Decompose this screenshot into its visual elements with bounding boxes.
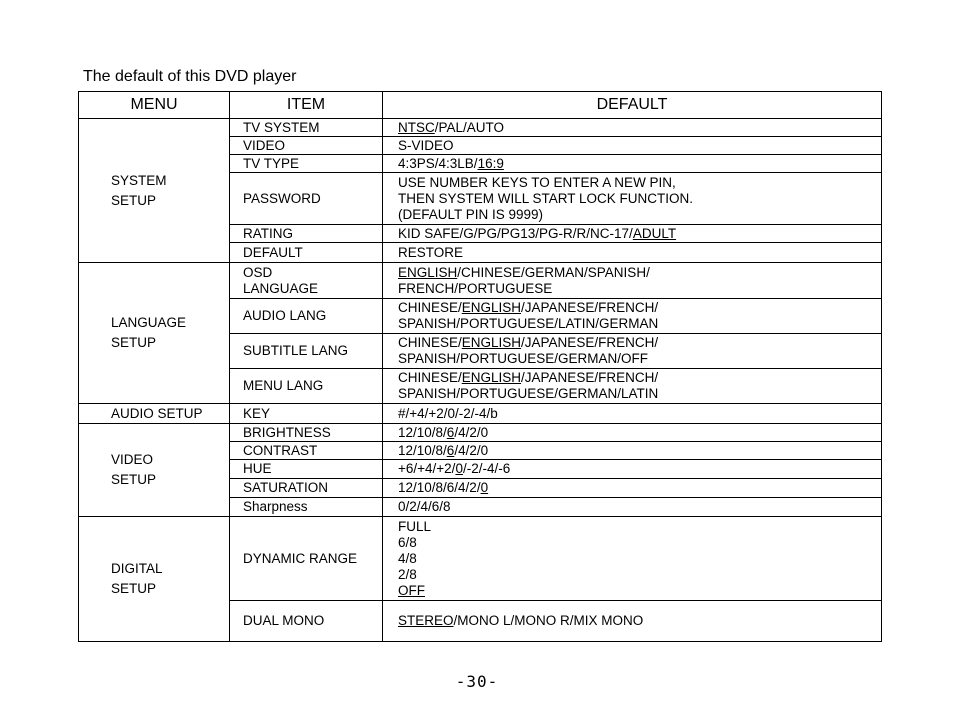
- default-cell: [383, 517, 882, 601]
- menu-label: AUDIO SETUP: [111, 405, 203, 421]
- default-line: [398, 175, 881, 191]
- item-cell: [230, 155, 383, 173]
- default-cell: [383, 424, 882, 442]
- table-row: [79, 263, 882, 299]
- default-value-underlined: STEREO: [398, 613, 454, 628]
- default-value-text: S-VIDEO: [398, 137, 454, 153]
- default-value-text: +6/+4/+2/: [398, 461, 456, 476]
- default-value-text: CHINESE/: [398, 370, 462, 385]
- default-line: [398, 406, 881, 422]
- default-value-text: USE NUMBER KEYS TO ENTER A NEW PIN,: [398, 174, 676, 190]
- item-label: DYNAMIC RANGE: [243, 550, 358, 566]
- table-row: [79, 119, 882, 137]
- default-line: [398, 316, 881, 332]
- default-cell: [383, 601, 882, 642]
- default-value-text: SPANISH/PORTUGUESE/LATIN/GERMAN: [398, 316, 659, 331]
- default-value-underlined: NTSC: [398, 119, 435, 135]
- item-cell: [230, 442, 383, 460]
- menu-label: SETUP: [111, 581, 157, 596]
- default-value-text: 12/10/8/: [398, 442, 447, 458]
- table-row: [79, 404, 882, 424]
- default-line: [398, 191, 881, 207]
- default-line: [398, 245, 881, 261]
- menu-label: SETUP: [111, 192, 157, 208]
- header-row: [79, 92, 882, 119]
- item-cell: [230, 334, 383, 369]
- item-cell: [230, 517, 383, 601]
- default-value-text: /CHINESE/GERMAN/SPANISH/: [457, 264, 650, 280]
- menu-cell: [79, 517, 230, 642]
- default-line: [398, 138, 881, 154]
- default-value-underlined: 6: [446, 424, 455, 440]
- default-line: [398, 265, 881, 281]
- item-label: PASSWORD: [243, 190, 321, 206]
- default-line: [398, 386, 881, 402]
- default-value-text: CHINESE/: [398, 335, 462, 350]
- default-cell: [383, 334, 882, 369]
- default-cell: [383, 369, 882, 404]
- default-value-text: FRENCH/PORTUGUESE: [398, 280, 553, 296]
- item-label: AUDIO LANG: [243, 308, 327, 323]
- default-value-underlined: ENGLISH: [461, 370, 522, 385]
- default-value-text: /4/2/0: [454, 424, 489, 440]
- item-cell: [230, 263, 383, 299]
- default-value-text: /4/2/0: [454, 442, 489, 458]
- default-line: [398, 281, 881, 297]
- item-cell: [230, 460, 383, 479]
- default-cell: [383, 460, 882, 479]
- default-value-text: RESTORE: [398, 244, 464, 260]
- item-label: TV SYSTEM: [243, 119, 320, 135]
- default-line: [398, 535, 881, 551]
- default-line: [398, 551, 881, 567]
- default-cell: [383, 225, 882, 243]
- default-line: [398, 425, 881, 441]
- item-label: VIDEO: [243, 137, 286, 153]
- menu-label: SYSTEM: [111, 172, 167, 188]
- default-value-text: CHINESE/: [398, 300, 462, 315]
- item-label: LANGUAGE: [243, 280, 319, 296]
- menu-label: DIGITAL: [111, 561, 163, 576]
- default-value-text: SPANISH/PORTUGUESE/GERMAN/OFF: [398, 351, 649, 366]
- default-value-text: KID SAFE/G/PG/PG13/PG-R/R/NC-17/: [398, 225, 633, 241]
- default-value-underlined: 0: [455, 461, 463, 476]
- default-value-text: 6/8: [398, 534, 417, 550]
- default-cell: [383, 498, 882, 517]
- default-line: [398, 519, 881, 535]
- default-cell: [383, 137, 882, 155]
- default-value-text: FULL: [398, 518, 432, 534]
- item-label: DEFAULT: [243, 244, 303, 260]
- default-value-text: 4/8: [398, 550, 417, 566]
- default-value-text: 0/2/4/6/8: [398, 499, 451, 514]
- default-column-header: DEFAULT: [383, 92, 882, 119]
- default-value-underlined: 16:9: [477, 155, 504, 171]
- default-line: [398, 443, 881, 459]
- item-cell: [230, 137, 383, 155]
- default-line: [398, 156, 881, 172]
- default-cell: [383, 243, 882, 263]
- item-label: DUAL MONO: [243, 613, 325, 628]
- item-cell: [230, 243, 383, 263]
- default-line: [398, 351, 881, 367]
- default-value-text: #/+4/+2/0/-2/-4/b: [398, 405, 498, 421]
- table-row: [79, 517, 882, 601]
- default-value-text: /MONO L/MONO R/MIX MONO: [453, 613, 644, 628]
- menu-cell: [79, 119, 230, 263]
- default-line: [398, 613, 881, 629]
- default-cell: [383, 404, 882, 424]
- defaults-table: [78, 91, 882, 642]
- item-label: KEY: [243, 405, 271, 421]
- default-line: [398, 226, 881, 242]
- default-line: [398, 207, 881, 223]
- default-value-underlined: 6: [446, 442, 455, 458]
- menu-label: VIDEO: [111, 452, 154, 467]
- menu-label: SETUP: [111, 472, 157, 487]
- default-line: [398, 120, 881, 136]
- item-cell: [230, 173, 383, 225]
- menu-label: SETUP: [111, 335, 157, 350]
- table-row: [79, 424, 882, 442]
- item-label: SUBTITLE LANG: [243, 343, 349, 358]
- item-cell: [230, 498, 383, 517]
- item-cell: [230, 404, 383, 424]
- default-value-text: /-2/-4/-6: [462, 461, 511, 476]
- item-column-header: ITEM: [230, 92, 383, 119]
- default-line: [398, 335, 881, 351]
- menu-cell: [79, 404, 230, 424]
- default-value-text: SPANISH/PORTUGUESE/GERMAN/LATIN: [398, 386, 659, 401]
- default-value-underlined: 0: [480, 480, 489, 495]
- item-label: SATURATION: [243, 480, 329, 495]
- default-cell: [383, 479, 882, 498]
- default-value-underlined: ENGLISH: [461, 335, 522, 350]
- default-value-text: /PAL/AUTO: [434, 119, 505, 135]
- item-label: BRIGHTNESS: [243, 424, 331, 440]
- item-label: RATING: [243, 225, 293, 241]
- default-value-text: /JAPANESE/FRENCH/: [521, 335, 659, 350]
- default-value-underlined: ADULT: [632, 225, 677, 241]
- menu-cell: [79, 424, 230, 517]
- menu-cell: [79, 263, 230, 404]
- page-title: The default of this DVD player: [83, 68, 297, 85]
- default-value-underlined: ENGLISH: [461, 300, 522, 315]
- default-value-text: /JAPANESE/FRENCH/: [521, 370, 659, 385]
- item-cell: [230, 225, 383, 243]
- item-cell: [230, 424, 383, 442]
- default-cell: [383, 299, 882, 334]
- default-line: [398, 583, 881, 599]
- default-value-underlined: OFF: [398, 582, 425, 598]
- default-value-text: /JAPANESE/FRENCH/: [521, 300, 659, 315]
- default-cell: [383, 263, 882, 299]
- default-value-text: (DEFAULT PIN IS 9999): [398, 206, 544, 222]
- item-label: MENU LANG: [243, 378, 324, 393]
- default-cell: [383, 119, 882, 137]
- default-value-text: 2/8: [398, 566, 417, 582]
- default-value-text: THEN SYSTEM WILL START LOCK FUNCTION.: [398, 190, 694, 206]
- menu-column-header: MENU: [79, 92, 230, 119]
- item-cell: [230, 119, 383, 137]
- item-cell: [230, 299, 383, 334]
- item-cell: [230, 479, 383, 498]
- default-value-text: 4:3PS/4:3LB/: [398, 155, 478, 171]
- item-label: Sharpness: [243, 499, 308, 514]
- default-value-text: 12/10/8/6/4/2/: [398, 480, 481, 495]
- item-label: TV TYPE: [243, 155, 300, 171]
- item-cell: [230, 601, 383, 642]
- default-line: [398, 300, 881, 316]
- default-cell: [383, 155, 882, 173]
- default-line: [398, 370, 881, 386]
- default-value-text: 12/10/8/: [398, 424, 447, 440]
- default-cell: [383, 173, 882, 225]
- default-line: [398, 480, 881, 496]
- default-value-underlined: ENGLISH: [398, 264, 458, 280]
- default-line: [398, 461, 881, 477]
- default-line: [398, 567, 881, 583]
- table-body: [79, 119, 882, 642]
- default-line: [398, 499, 881, 515]
- item-cell: [230, 369, 383, 404]
- item-label: OSD: [243, 264, 273, 280]
- default-cell: [383, 442, 882, 460]
- item-label: HUE: [243, 461, 272, 476]
- page-number: -30-: [455, 672, 499, 691]
- item-label: CONTRAST: [243, 442, 318, 458]
- menu-label: LANGUAGE: [111, 315, 187, 330]
